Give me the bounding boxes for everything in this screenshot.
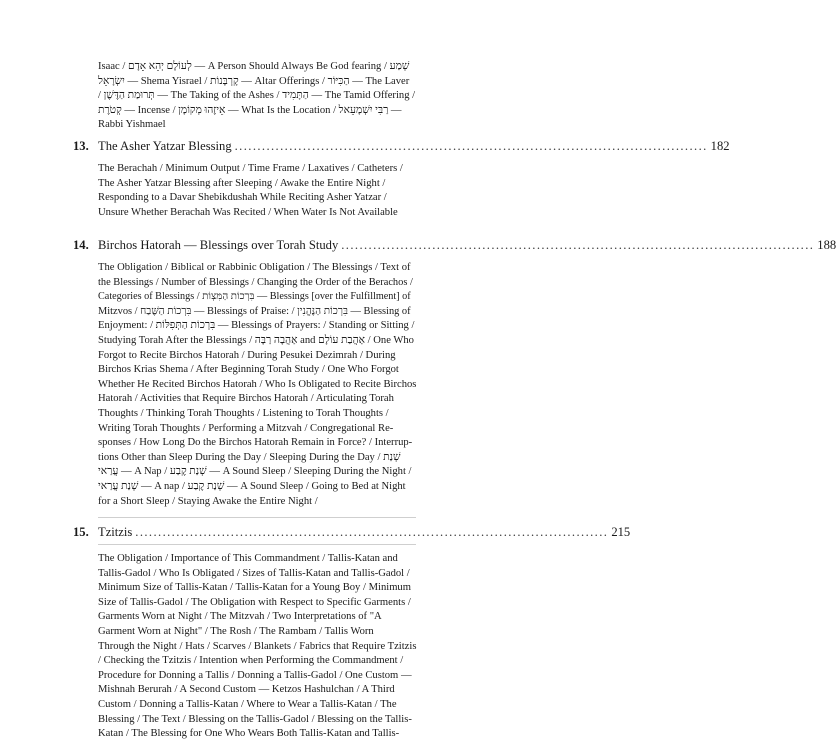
toc-line: Garment Worn at Night" / The Rosh / The Rambam / Tallis Worn (98, 625, 374, 637)
toc-line: Writing Torah Thoughts / Performing a Mitzvah / Congregational Re- (98, 422, 394, 434)
toc-line: Rabbi Yishmael (98, 119, 166, 131)
toc-line: קְטֹרֶת — Incense / אֵיזֶהוּ מְקוֹמָן — What Is the Location / רַבִּי יִשְׁמָעֵאל — (98, 104, 402, 116)
chapter-12-continuation (98, 60, 416, 133)
toc-line: Whether He Recited Birchos Hatorah / Who Is Obligated to Recite Birchos (98, 378, 417, 390)
toc-line: Forgot to Recite Birchos Hatorah / During Pesukei Dezimrah / During (98, 349, 396, 361)
chapter-14-entry[interactable] (73, 237, 836, 253)
toc-line: The Obligation / Importance of This Commandment / Tallis-Katan and (98, 553, 398, 564)
chapter-number: 15. (73, 525, 89, 539)
toc-line: / תְּרוּמַת הַדֶּשֶׁן — The Taking of the Ashes / הַתָּמִיד — The Tamid Offering / (98, 90, 416, 102)
chapter-15-entry[interactable] (73, 524, 631, 540)
chapter-page-number: 182 (710, 139, 730, 153)
chapter-title: The Asher Yatzar Blessing (98, 139, 232, 153)
toc-line: The Asher Yatzar Blessing after Sleeping / Awake the Entire Night / (98, 177, 386, 189)
toc-line: Through the Night / Hats / Scarves / Blankets / Fabrics that Require Tzitzis (98, 640, 417, 652)
toc-line: Mitzvos / בִּרְכוֹת הַשֶּׁבַח — Blessings of Praise: / בִּרְכוֹת הַנֶּהֱנִין — Blessing of (98, 305, 411, 317)
dot-leader: ........................................................................................................ (341, 238, 815, 252)
toc-line: Procedure for Donning a Tallis / Donning a Tallis-Gadol / One Custom — (98, 669, 412, 681)
dot-leader: ........................................................................................................ (234, 139, 708, 153)
chapter-13-entry[interactable] (73, 138, 730, 154)
divider (98, 544, 416, 545)
toc-line: Blessing / The Text / Blessing on the Tallis-Gadol / Blessing on the Tallis- (98, 713, 412, 725)
toc-line: / Checking the Tzitzis / Intention when Performing the Commandment / (98, 655, 404, 667)
chapter-13-topics (98, 162, 416, 220)
toc-line: עֲרַאי — A Nap / שְׁנַת קֶבַע — A Sound Sleep / Sleeping During the Night / (98, 466, 412, 478)
toc-line: Garments Worn at Night / The Mitzvah / Two Interpretations of "A (98, 611, 382, 623)
toc-line: Katan / The Blessing for One Who Wears Both Tallis-Katan and Tallis- (98, 728, 400, 740)
toc-line: the Blessings / Number of Blessings / Changing the Order of the Berachos / (98, 276, 413, 288)
toc-line: sponses / How Long Do the Birchos Hatorah Remain in Force? / Interrup- (98, 437, 413, 449)
chapter-15-topics (98, 552, 416, 742)
dot-leader: ........................................................................................................ (135, 525, 609, 539)
toc-line: Isaac / לְעוֹלָם יְהֵא אָדָם — A Person Should Always Be God fearing / שְׁמַע (98, 61, 410, 72)
chapter-14-topics (98, 261, 416, 509)
chapter-title: Birchos Hatorah — Blessings over Torah Study (98, 238, 339, 252)
toc-line: The Berachah / Minimum Output / Time Frame / Laxatives / Catheters / (98, 163, 403, 174)
toc-line: שְׁנַת עֲרַאי — A nap / שְׁנַת קֶבַע — A Sound Sleep / Going to Bed at Night (98, 480, 406, 492)
toc-line: Minimum Size of Tallis-Katan / Tallis-Katan for a Young Boy / Minimum (98, 582, 411, 594)
chapter-page-number: 188 (817, 238, 836, 252)
toc-line: Size of Tallis-Gadol / The Obligation with Respect to Specific Garments / (98, 596, 411, 608)
toc-line: Enjoyment: / בִּרְכוֹת הַתְּפִלּוֹת — Blessings of Prayers: / Standing or Sitting / (98, 320, 415, 332)
toc-line: Hatorah / Activities that Require Birchos Hatorah / Articulating Torah (98, 393, 394, 405)
toc-line: The Obligation / Biblical or Rabbinic Obligation / The Blessings / Text of (98, 262, 411, 273)
toc-line: Tallis-Gadol / Who Is Obligated / Sizes of Tallis-Katan and Tallis-Gadol / (98, 567, 410, 579)
toc-line: Thoughts / Thinking Torah Thoughts / Listening to Torah Thoughts / (98, 407, 389, 419)
toc-line: יִשְׂרָאֵל — Shema Yisrael / קָרְבָּנוֹת — Altar Offerings / הַכִּיּוֹר — The Laver (98, 75, 410, 87)
toc-line: Birchos Krias Shema / After Beginning Torah Study / One Who Forgot (98, 364, 399, 376)
toc-line: Unsure Whether Berachah Was Recited / When Water Is Not Available (98, 206, 398, 218)
chapter-number: 14. (73, 238, 89, 252)
divider (98, 517, 416, 518)
chapter-page-number: 215 (611, 525, 631, 539)
toc-line: for a Short Sleep / Staying Awake the Entire Night / (98, 495, 318, 507)
toc-line: Studying Torah After the Blessings / אַהֲבָה רַבָּה and אַהֲבַת עוֹלָם / One Who (98, 334, 414, 346)
toc-line: tions Other than Sleep During the Day / Sleeping During the Day / שְׁנַת (98, 451, 401, 463)
toc-line: Responding to a Davar Shebikdushah While Reciting Asher Yatzar / (98, 192, 387, 204)
toc-line: Custom / Donning a Tallis-Katan / Where to Wear a Tallis-Katan / The (98, 698, 397, 710)
toc-line: Categories of Blessings / בִּרְכוֹת הַמִּצְוֹת — Blessings [over the Fulfillment] of (98, 291, 411, 303)
chapter-number: 13. (73, 139, 89, 153)
toc-line: Mishnah Berurah / A Second Custom — Ketzos Hashulchan / A Third (98, 684, 395, 696)
chapter-title: Tzitzis (98, 525, 133, 539)
